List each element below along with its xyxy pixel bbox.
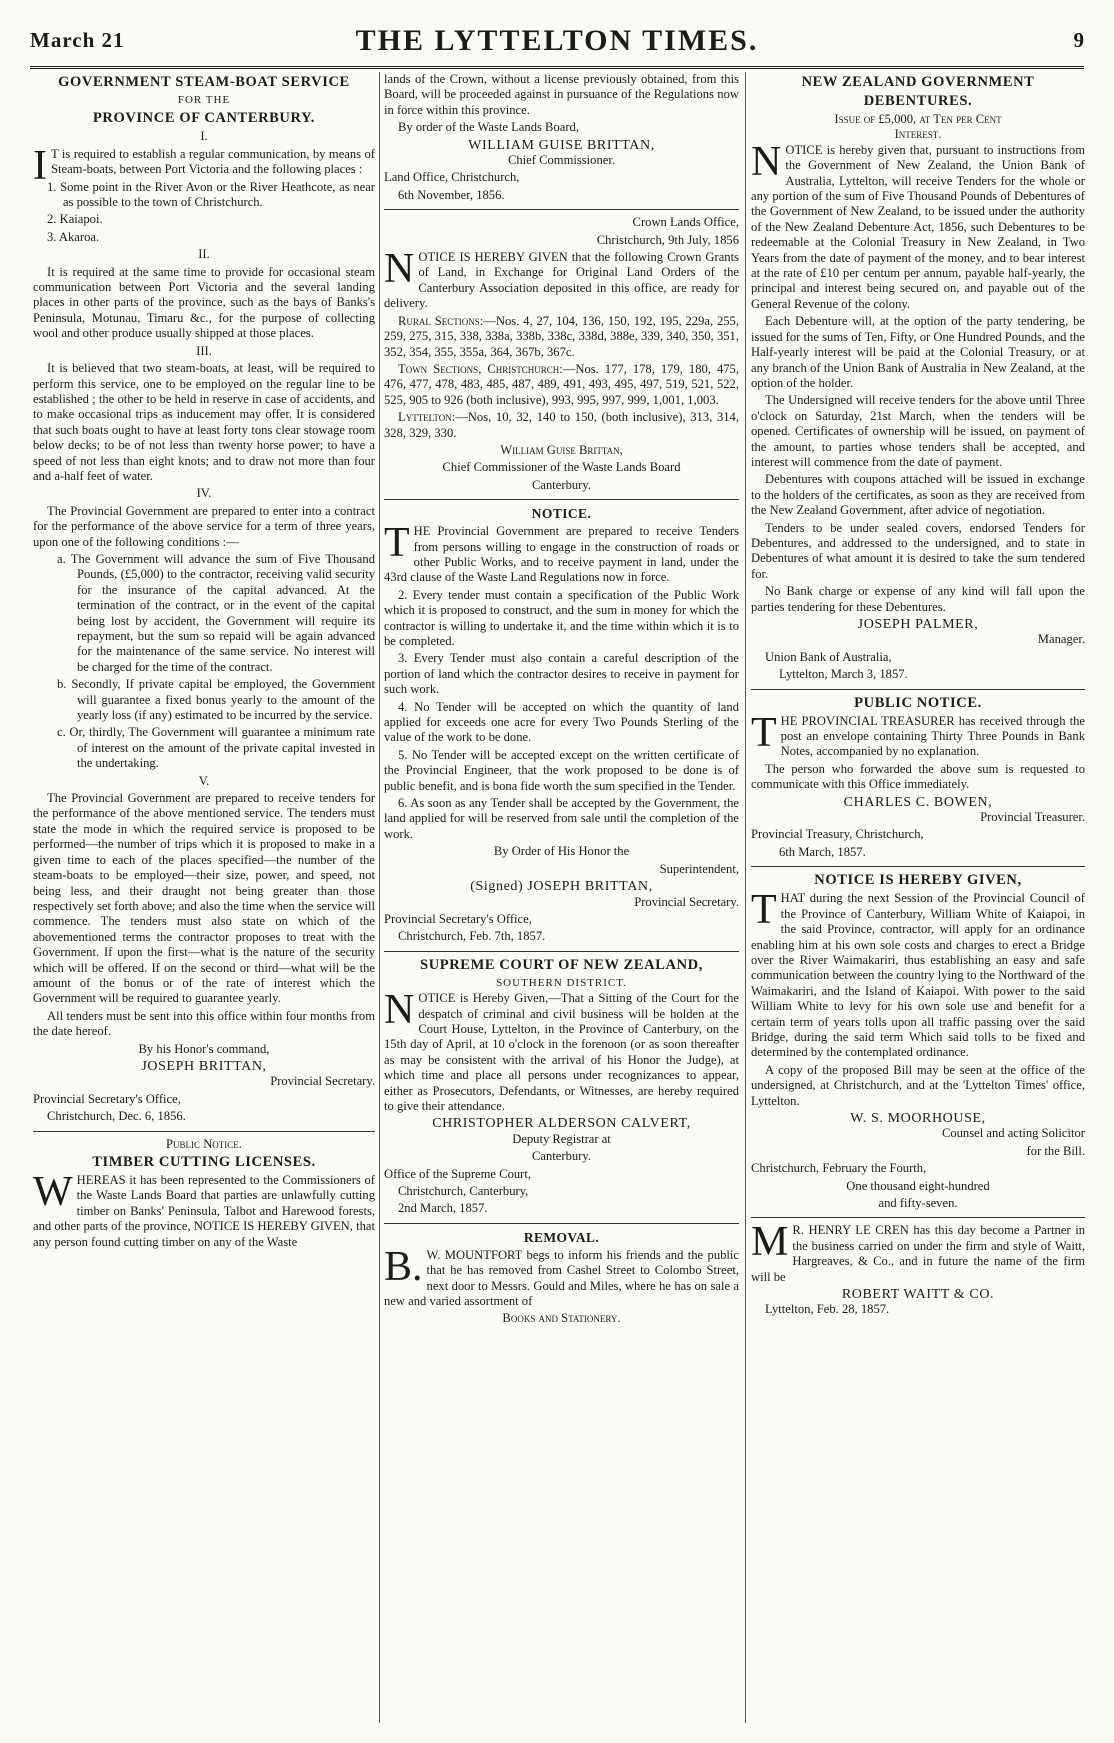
paragraph: 5. No Tender will be accepted except on the written certificate of the Provincial Engineer, that the work proposed to be done is of public benefit, and is bona fide worth the sum specified in the Tender. — [384, 747, 739, 793]
signature: CHRISTOPHER ALDERSON CALVERT, — [432, 1116, 691, 1132]
signature-title: Provincial Secretary. — [270, 1074, 375, 1089]
paragraph: 4. No Tender will be accepted on which the quantity of land applied for exceeds one acre for every Two Pounds Sterling of the value of the work to be done. — [384, 699, 739, 745]
paragraph: 6. As soon as any Tender shall be accepted by the Government, the land applied for will be reserved from sale until the completion of the work. — [384, 796, 739, 841]
section-number: IV. — [196, 486, 212, 501]
partnership-notice — [751, 1219, 1085, 1317]
column-divider — [379, 72, 380, 1723]
paragraph: 3. Every Tender must also contain a careful description of the portion of land which the contractor desires to receive in payment for such work. — [384, 651, 739, 697]
signature-title: Provincial Treasurer. — [980, 810, 1085, 825]
signature-title: Deputy Registrar at — [512, 1131, 611, 1146]
signature-intro: Superintendent, — [659, 861, 739, 876]
paragraph: The person who forwarded the above sum is requested to communicate with this Office immediately. — [751, 761, 1085, 792]
condition-item: a. The Government will advance the sum of Five Thousand Pounds, (£5,000) to the contractor, receiving valid security for the insurance of the capital advanced. At the termination of the contract, or in the event of the capital being lost by accident, the Government will require its repayment, but the sum so repaid will be again advanced for the maintenance of the same service. No interest will be charged for the time of the contract. — [57, 551, 375, 674]
paragraph: All tenders must be sent into this office within four months from the date hereof. — [33, 1008, 375, 1039]
notice-heading: NEW ZEALAND GOVERNMENT — [801, 74, 1035, 90]
notice-heading: NOTICE IS HEREBY GIVEN, — [814, 872, 1022, 889]
office-line: Christchurch, Dec. 6, 1856. — [47, 1109, 186, 1124]
office-line: One thousand eight-hundred — [846, 1178, 990, 1193]
office-line: Christchurch, 9th July, 1856 — [596, 232, 739, 247]
public-works-notice — [384, 505, 739, 945]
drop-cap: W — [33, 1169, 73, 1215]
list-item: 1. Some point in the River Avon or the River Heathcote, as near as possible to the town of Christchurch. — [47, 179, 375, 210]
office-line: Provincial Secretary's Office, — [33, 1091, 181, 1106]
notice-subheading: Issue of £5,000, at Ten per Cent — [834, 112, 1002, 126]
drop-cap: N — [751, 138, 782, 185]
masthead — [30, 18, 1084, 62]
signature: ROBERT WAITT & CO. — [841, 1287, 995, 1303]
condition-item: b. Secondly, If private capital be employed, the Government will guarantee a fixed bonus yearly to the amount of the yearly loss (if any) estimated to be incurred by the service. — [57, 677, 375, 723]
office-line: Office of the Supreme Court, — [384, 1166, 532, 1181]
notice-heading: DEBENTURES. — [863, 93, 973, 109]
office-line: Lyttelton, March 3, 1857. — [779, 667, 908, 682]
paragraph: lands of the Crown, without a license previously obtained, from this Board, will be proceeded against in pursuance of the Regulations now in force within this province. — [384, 72, 739, 117]
list-item: 3. Akaroa. — [47, 229, 100, 244]
office-line: 6th November, 1856. — [398, 187, 505, 202]
office-line: Union Bank of Australia, — [765, 649, 892, 664]
signature-title: Canterbury. — [532, 477, 591, 492]
office-line: Crown Lands Office, — [632, 215, 739, 230]
column-2 — [384, 72, 739, 1723]
paragraph: HE PROVINCIAL TREASURER has received through the post an envelope containing Thirty Three Pounds in Bank Notes, accompanied by no explanation. — [780, 713, 1085, 759]
office-line: Lyttelton, Feb. 28, 1857. — [765, 1302, 890, 1317]
steam-boat-notice — [33, 74, 375, 1125]
notice-heading: REMOVAL. — [523, 1229, 600, 1245]
notice-label: Public Notice. — [166, 1136, 242, 1151]
section-label: Rural Sections: — [398, 313, 484, 328]
paragraph: A copy of the proposed Bill may be seen at the office of the undersigned, at Christchurch, and at the 'Lyttelton Times' office, Lyttelton. — [751, 1062, 1085, 1108]
drop-cap: M — [751, 1219, 789, 1266]
paragraph: It is required at the same time to provide for occasional steam communication between Port Victoria and the several landing places in other parts of the province, such as the bays of Banks's Peninsula, Motunau, Timaru &c., for the purpose of collecting wool and other produce usually shipped at those places. — [33, 264, 375, 341]
issue-date: March 21 — [30, 28, 125, 52]
notice-divider — [751, 689, 1085, 690]
crown-lands-notice — [384, 215, 739, 493]
notice-divider — [751, 1217, 1085, 1218]
debentures-notice — [751, 74, 1085, 683]
section-number: II. — [198, 247, 210, 262]
office-line: Christchurch, February the Fourth, — [751, 1161, 927, 1176]
signature: WILLIAM GUISE BRITTAN, — [468, 137, 655, 153]
signature-title: Chief Commissioner. — [507, 153, 616, 168]
notice-subheading: Interest. — [894, 127, 942, 142]
paragraph: No Bank charge or expense of any kind will fall upon the parties tendering for these Debentures. — [751, 584, 1085, 614]
condition-item: c. Or, thirdly, The Government will guarantee a minimum rate of interest on the amount of the private capital invested in the undertaking. — [57, 725, 375, 771]
notice-heading: SUPREME COURT OF NEW ZEALAND, — [420, 956, 703, 973]
removal-notice — [384, 1229, 739, 1327]
masthead-rule — [30, 66, 1084, 69]
section-numbers: —Nos. 177, 178, 179, 180, 475, 476, 477, 478, 483, 485, 487, 489, 491, 493, 495, 497, 519, 521, 522, 525, 905 to 926 (both inclusive), 993, 995, 997, 999, 1,001, 1,003. — [384, 361, 739, 407]
paragraph: Each Debenture will, at the option of the party tendering, be issued for the sums of Ten, Fifty, or One Hundred Pounds, and the Half-yearly interest will be paid at the Colonial Treasury, or at any branch of the Union Bank of Australia in New Zealand, at the option of the holder. — [751, 314, 1085, 390]
signature-intro: By Order of His Honor the — [493, 844, 630, 859]
section-label: Lyttelton: — [398, 410, 456, 425]
notice-heading: PROVINCE OF CANTERBURY. — [92, 110, 316, 127]
signature-title: for the Bill. — [1026, 1143, 1085, 1158]
treasurer-notice — [751, 695, 1085, 861]
paragraph: It is believed that two steam-boats, at least, will be required to perform this service, one to be employed on the regular line to be established ; the other to be held in reserve in case of accidents, and to make occasional trips as inducement may offer. It is considered that such boats ought to have at least forty tons clear stowage room below decks; to be of not less than twenty horse power; to have a speed of not less than eight knots; and to draw not more than four and a-half feet of water. — [33, 361, 375, 483]
office-line: Provincial Treasury, Christchurch, — [751, 827, 924, 842]
drop-cap: I — [33, 142, 47, 189]
notice-divider — [384, 1223, 739, 1224]
paragraph: OTICE is Hereby Given,—That a Sitting of the Court for the despatch of criminal and civil business will be holden at the Court House, Lyttelton, in the Province of Canterbury, on the 15th day of April, at 10 o'clock in the forenoon (or as soon thereafter as may be consistent with the arrival of his Honor the Judge), at which time and place all persons under recognizances to appear, either as Prosecutors, Defendants, or Witnesses, are hereby required to give their attendance. — [384, 991, 739, 1113]
section-numbers: —Nos. 4, 27, 104, 136, 150, 192, 195, 229a, 255, 259, 275, 315, 338, 338a, 338b, 338c, 338d, 388e, 339, 340, 350, 351, 352, 354, 355, 355a, 364, 367b, 367c. — [384, 313, 739, 359]
notice-divider — [751, 866, 1085, 867]
section-number: I. — [200, 129, 208, 144]
section-numbers: —Nos, 10, 32, 140 to 150, (both inclusive), 313, 314, 328, 329, 330. — [384, 410, 739, 440]
drop-cap: T — [751, 709, 777, 756]
paragraph: The Provincial Government are prepared to receive tenders for the performance of the above mentioned service. The tenders must state the mode in which the required service is proposed to be performed—the number of trips which it is proposed to make in a given time to each of the places specified—the number of the steam-boats to be employed—their size, power, and speed, not being less, and their draught not being greater than those respectively set forth above; and also the time when the service will commence. The tenders must also state on which of the abovementioned terms the contractor proposes to treat with the Government. If upon the first—what is the nature of the security which will be offered. If on the second or third—what will be the amount of the bonus or of the rate of interest which the Government will be required to guarantee yearly. — [33, 791, 375, 1006]
notice-subheading: SOUTHERN DISTRICT. — [496, 976, 627, 989]
signature: (Signed) JOSEPH BRITTAN, — [470, 879, 653, 895]
office-line: Land Office, Christchurch, — [384, 170, 520, 185]
paragraph: R. HENRY LE CREN has this day become a Partner in the business carried on under the firm and style of Waitt, Hargreaves, & Co., and in future the name of the firm will be — [751, 1223, 1085, 1284]
signature: CHARLES C. BOWEN, — [843, 794, 993, 810]
paragraph: Tenders to be under sealed covers, endorsed Tenders for Debentures, and addressed to the undersigned, and to state in Debentures of what amount it is desired to take the sum tendered for. — [751, 520, 1085, 581]
paragraph: The Undersigned will receive tenders for the above until Three o'clock on Saturday, 21st March, when the tenders will be opened. Certificates of ownership will be issued, on payment of the amount, to parties whose tenders shall be accepted, and interest will commence from the date of payment. — [751, 393, 1085, 469]
notice-divider — [384, 209, 739, 210]
signature: William Guise Brittan, — [500, 442, 623, 457]
notice-divider — [384, 951, 739, 952]
notice-heading: TIMBER CUTTING LICENSES. — [92, 1154, 316, 1170]
signature-intro: By his Honor's command, — [138, 1041, 270, 1056]
office-line: Christchurch, Canterbury, — [398, 1184, 529, 1198]
notice-heading: NOTICE. — [531, 506, 592, 522]
drop-cap: T — [751, 887, 777, 934]
signature: JOSEPH PALMER, — [857, 617, 979, 632]
column-divider — [745, 72, 746, 1723]
paragraph: W. MOUNTFORT begs to inform his friends and the public that he has removed from Cashel Street to Colombo Street, next door to Messrs. Gould and Miles, where he has on sale a new and varied assortment of — [384, 1247, 739, 1309]
section-label: Town Sections, Christchurch: — [398, 361, 563, 376]
paragraph: 2. Every tender must contain a specification of the Public Work which it is proposed to construct, and the sum in money for which the contractor is willing to undertake it, and the time within which it is to be completed. — [384, 587, 739, 648]
column-1 — [33, 72, 375, 1723]
signature: W. S. MOORHOUSE, — [850, 1110, 986, 1126]
goods-line: Books and Stationery. — [502, 1311, 621, 1326]
paragraph: OTICE IS HEREBY GIVEN that the following Crown Grants of Land, in Exchange for Original Land Orders of the Canterbury Association deposited in this office, are ready for delivery. — [384, 250, 739, 311]
drop-cap: B. — [384, 1243, 423, 1290]
section-number: III. — [196, 343, 212, 358]
signature-title: Provincial Secretary. — [634, 894, 739, 909]
section-number: V. — [198, 773, 210, 788]
office-line: 6th March, 1857. — [779, 844, 866, 859]
paragraph: The Provincial Government are prepared to enter into a contract for the performance of the above service for a term of three years, upon one of the following conditions :— — [33, 503, 375, 549]
paragraph: HAT during the next Session of the Provincial Council of the Province of Canterbury, William White of Kaiapoi, in the said Province, contractor, will apply for an ordinance enabling him at his own sole costs and charges to erect a Bridge over the River Waimakariri, thus establishing an easy and safe communication between the country lying to the Northward of the Waimakariri, and the Island of Kaiapoi. With power to the said William White to levy for his own sole use and benefit for a certain term of years tolls upon all traffic passing over the said Bridge, during the said term Which said tolls to be fixed and determined by the contemplated ordinance. — [751, 891, 1085, 1060]
paragraph: OTICE is hereby given that, pursuant to instructions from the Government of New Zealand, the Union Bank of Australia, Lyttelton, will receive Tenders for the whole or any portion of the sum of Five Thousand Pounds of Debentures of the Government of New Zealand, to be issued under the authority of the New Zealand Debenture Act, 1856, such Debentures to be redeemable at the Colonial Treasury in New Zealand, in Two Years from the date of payment of the money, and to bear interest at the rate of £10 per centum per annum, payable half-yearly, the principal and interest being secured on, and payable out of the General Revenue of the colony. — [751, 142, 1085, 311]
drop-cap: T — [384, 520, 410, 567]
signature-title: Canterbury. — [532, 1149, 591, 1164]
list-item: 2. Kaiapoi. — [47, 212, 103, 227]
notice-heading: GOVERNMENT STEAM-BOAT SERVICE — [58, 74, 350, 90]
drop-cap: N — [384, 987, 415, 1034]
paragraph: HEREAS it has been represented to the Commissioners of the Waste Lands Board that parties are unlawfully cutting timber on Banks' Peninsula, Talbot and Harewood forests, and other parts of the province, NOTICE IS HEREBY GIVEN, that any person found cutting timber on any of the Waste — [33, 1173, 375, 1249]
paragraph: Debentures with coupons attached will be issued in exchange to the holders of the certificates, as soon as they are received from the New Zealand Government, after advice of negotiation. — [751, 472, 1085, 518]
notice-heading: PUBLIC NOTICE. — [854, 694, 982, 711]
office-line: Christchurch, Feb. 7th, 1857. — [398, 929, 546, 944]
bridge-notice — [751, 872, 1085, 1211]
supreme-court-notice — [384, 957, 739, 1217]
office-line: and fifty-seven. — [878, 1196, 958, 1210]
office-line: 2nd March, 1857. — [398, 1201, 488, 1216]
timber-notice — [33, 1137, 375, 1250]
notice-subheading: FOR THE — [177, 94, 231, 106]
notice-divider — [384, 499, 739, 500]
notice-divider — [33, 1131, 375, 1132]
waste-lands-continuation — [384, 72, 739, 203]
paragraph: T is required to establish a regular communication, by means of Steam-boats, between Port Victoria and the following places : — [51, 146, 375, 177]
signature-intro: By order of the Waste Lands Board, — [398, 120, 579, 135]
drop-cap: N — [384, 246, 415, 293]
newspaper-title: THE LYTTELTON TIMES. — [355, 24, 759, 57]
signature-title: Manager. — [1037, 632, 1085, 647]
signature-title: Counsel and acting Solicitor — [941, 1126, 1085, 1141]
paragraph: HE Provincial Government are prepared to receive Tenders from persons willing to engage in the construction of roads or other Public Works, and to receive payment in land, under the 43rd clause of the Waste Land Regulations now in force. — [384, 524, 739, 585]
page-number: 9 — [1073, 28, 1084, 52]
signature-title: Chief Commissioner of the Waste Lands Board — [442, 460, 681, 475]
office-line: Provincial Secretary's Office, — [384, 911, 532, 926]
signature: JOSEPH BRITTAN, — [141, 1058, 267, 1074]
column-3 — [751, 72, 1085, 1723]
